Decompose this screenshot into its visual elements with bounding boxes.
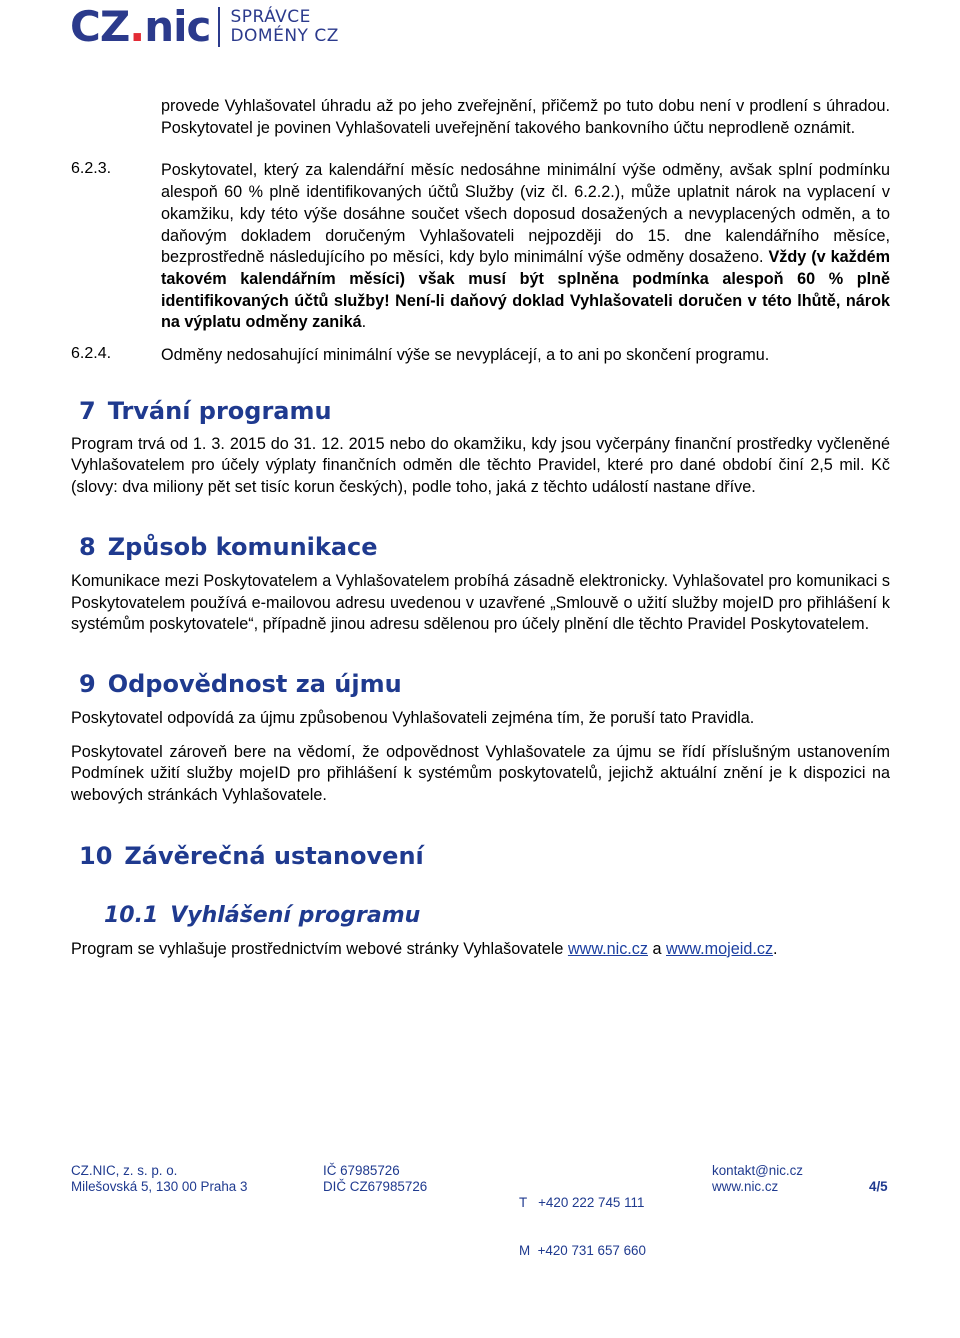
paragraph-text: a [648,939,666,958]
heading-number: 8 [79,532,96,561]
section-heading-8 [71,532,890,562]
footer-org-column [71,1163,247,1195]
clause-text-bold: Vždy (v každém takovém kalendářním měsíci) však musí být splněna podmínka alespoň 60 % plně identifikovaných účtů služby! Není-li daňový doklad Vyhlašovateli doručen v této lhůtě, nárok na výplatu odměny zaniká [161,248,890,332]
heading-title: Trvání programu [107,396,332,425]
section-10-1-paragraph [71,939,890,961]
section-9-paragraph-1: Poskytovatel odpovídá za újmu způsobenou Vyhlašovateli zejména tím, že poruší tato Pravidla. [71,708,755,727]
logo-wordmark [70,4,210,50]
footer-mobile: M +420 731 657 660 [519,1243,646,1258]
footer-dic: DIČ CZ67985726 [323,1179,428,1194]
clause-number: 6.2.4. [71,345,112,363]
logo-sub-line1: SPRÁVCE [230,7,311,27]
logo-sub-line2: DOMÉNY CZ [230,26,339,46]
section-9-paragraph-2: Poskytovatel zároveň bere na vědomí, že odpovědnost Vyhlašovatele za újmu se řídí příslušným ustanovením Podmínek užití služby mojeID pro přihlášení k systémům poskytovatelů, jejichž aktuální znění je k dispozici na webových stránkách Vyhlašovatele. [71,742,890,805]
clause-text: Odměny nedosahující minimální výše se nevyplácejí, a to ani po skončení programu. [161,346,770,365]
nic-cz-link[interactable]: www.nic.cz [567,939,648,958]
clause-text [161,160,890,334]
heading-number: 7 [79,396,96,425]
footer-web[interactable]: www.nic.cz [712,1179,779,1194]
heading-number: 10.1 [104,902,159,928]
footer-address: Milešovská 5, 130 00 Praha 3 [71,1179,248,1194]
continued-paragraph: provede Vyhlašovatel úhradu až po jeho zveřejnění, přičemž po tuto dobu není v prodlení s úhradou. Poskytovatel je povinen Vyhlašovateli uveřejnění takového bankovního účtu neprodleně oznámit. [161,97,890,137]
section-8-paragraph: Komunikace mezi Poskytovatelem a Vyhlašovatelem probíhá zásadně elektronicky. Vyhlašovatel pro komunikaci s Poskytovatelem používá e-mailovou adresu uvedenou v uzavřené „Smlouvě o užití služby mojeID pro přihlášení k systémům poskytovatele“, případně jinou adresu sdělenou pro účely plnění dle těchto Pravidel Poskytovatelem. [71,571,890,634]
footer-contact-column [712,1163,803,1195]
heading-title: Vyhlášení programu [170,902,421,928]
heading-title: Odpovědnost za újmu [107,669,402,698]
footer-phone: T +420 222 745 111 [519,1195,645,1210]
clause-6-2-4 [71,345,890,367]
footer-phone-column [519,1163,646,1291]
page-number: 4/5 [869,1179,888,1194]
heading-number: 9 [79,669,96,698]
cznic-logo [70,4,339,50]
section-heading-10 [71,841,890,871]
logo-brand-left: CZ [70,2,130,51]
section-heading-9 [71,669,890,699]
logo-separator [218,7,220,47]
heading-title: Závěrečná ustanovení [124,841,424,870]
document-body [71,96,890,960]
paragraph-text: . [773,939,778,958]
section-7-paragraph: Program trvá od 1. 3. 2015 do 31. 12. 2015 nebo do okamžiku, kdy jsou vyčerpány finanční prostředky vyčleněné Vyhlašovatelem pro účely výplaty finančních odměn dle těchto Pravidel, které pro dané období činí 2,5 mil. Kč (slovy: dva miliony pět set tisíc korun českých), podle toho, jaká z těchto událostí nastane dříve. [71,434,890,497]
logo-brand-dot: . [129,2,145,51]
mojeid-cz-link[interactable]: www.mojeid.cz [666,939,774,958]
section-heading-7 [71,396,890,426]
subsection-heading-10-1 [71,902,890,930]
clause-number: 6.2.3. [71,160,112,178]
clause-text-plain: Poskytovatel, který za kalendářní měsíc nedosáhne minimální výše odměny, avšak splní podmínku alespoň 60 % plně identifikovaných účtů Služby (viz čl. 6.2.2.), může uplatnit nárok na vyplacení v okamžiku, kdy této výše dosáhne součet všech doposud dosažených a nevyplacených odměn, a to daňovým dokladem doručeným Vyhlašovateli nejpozději do 15. dne kalendářního měsíce, bezprostředně následujícího po měsíci, kdy bylo minimální výše odměny dosaženo. [161,161,890,267]
clause-text-end: . [361,313,367,332]
footer-ic: IČ 67985726 [323,1163,400,1178]
paragraph-text: Program se vyhlašuje prostřednictvím webové stránky Vyhlašovatele [71,939,568,958]
logo-subtitle [230,8,338,46]
heading-number: 10 [79,841,113,870]
clause-6-2-3 [71,160,890,334]
logo-brand-right: nic [144,2,211,51]
footer-email[interactable]: kontakt@nic.cz [712,1163,803,1178]
footer-org-name: CZ.NIC, z. s. p. o. [71,1163,178,1178]
footer-ids-column [323,1163,427,1195]
heading-title: Způsob komunikace [107,532,378,561]
